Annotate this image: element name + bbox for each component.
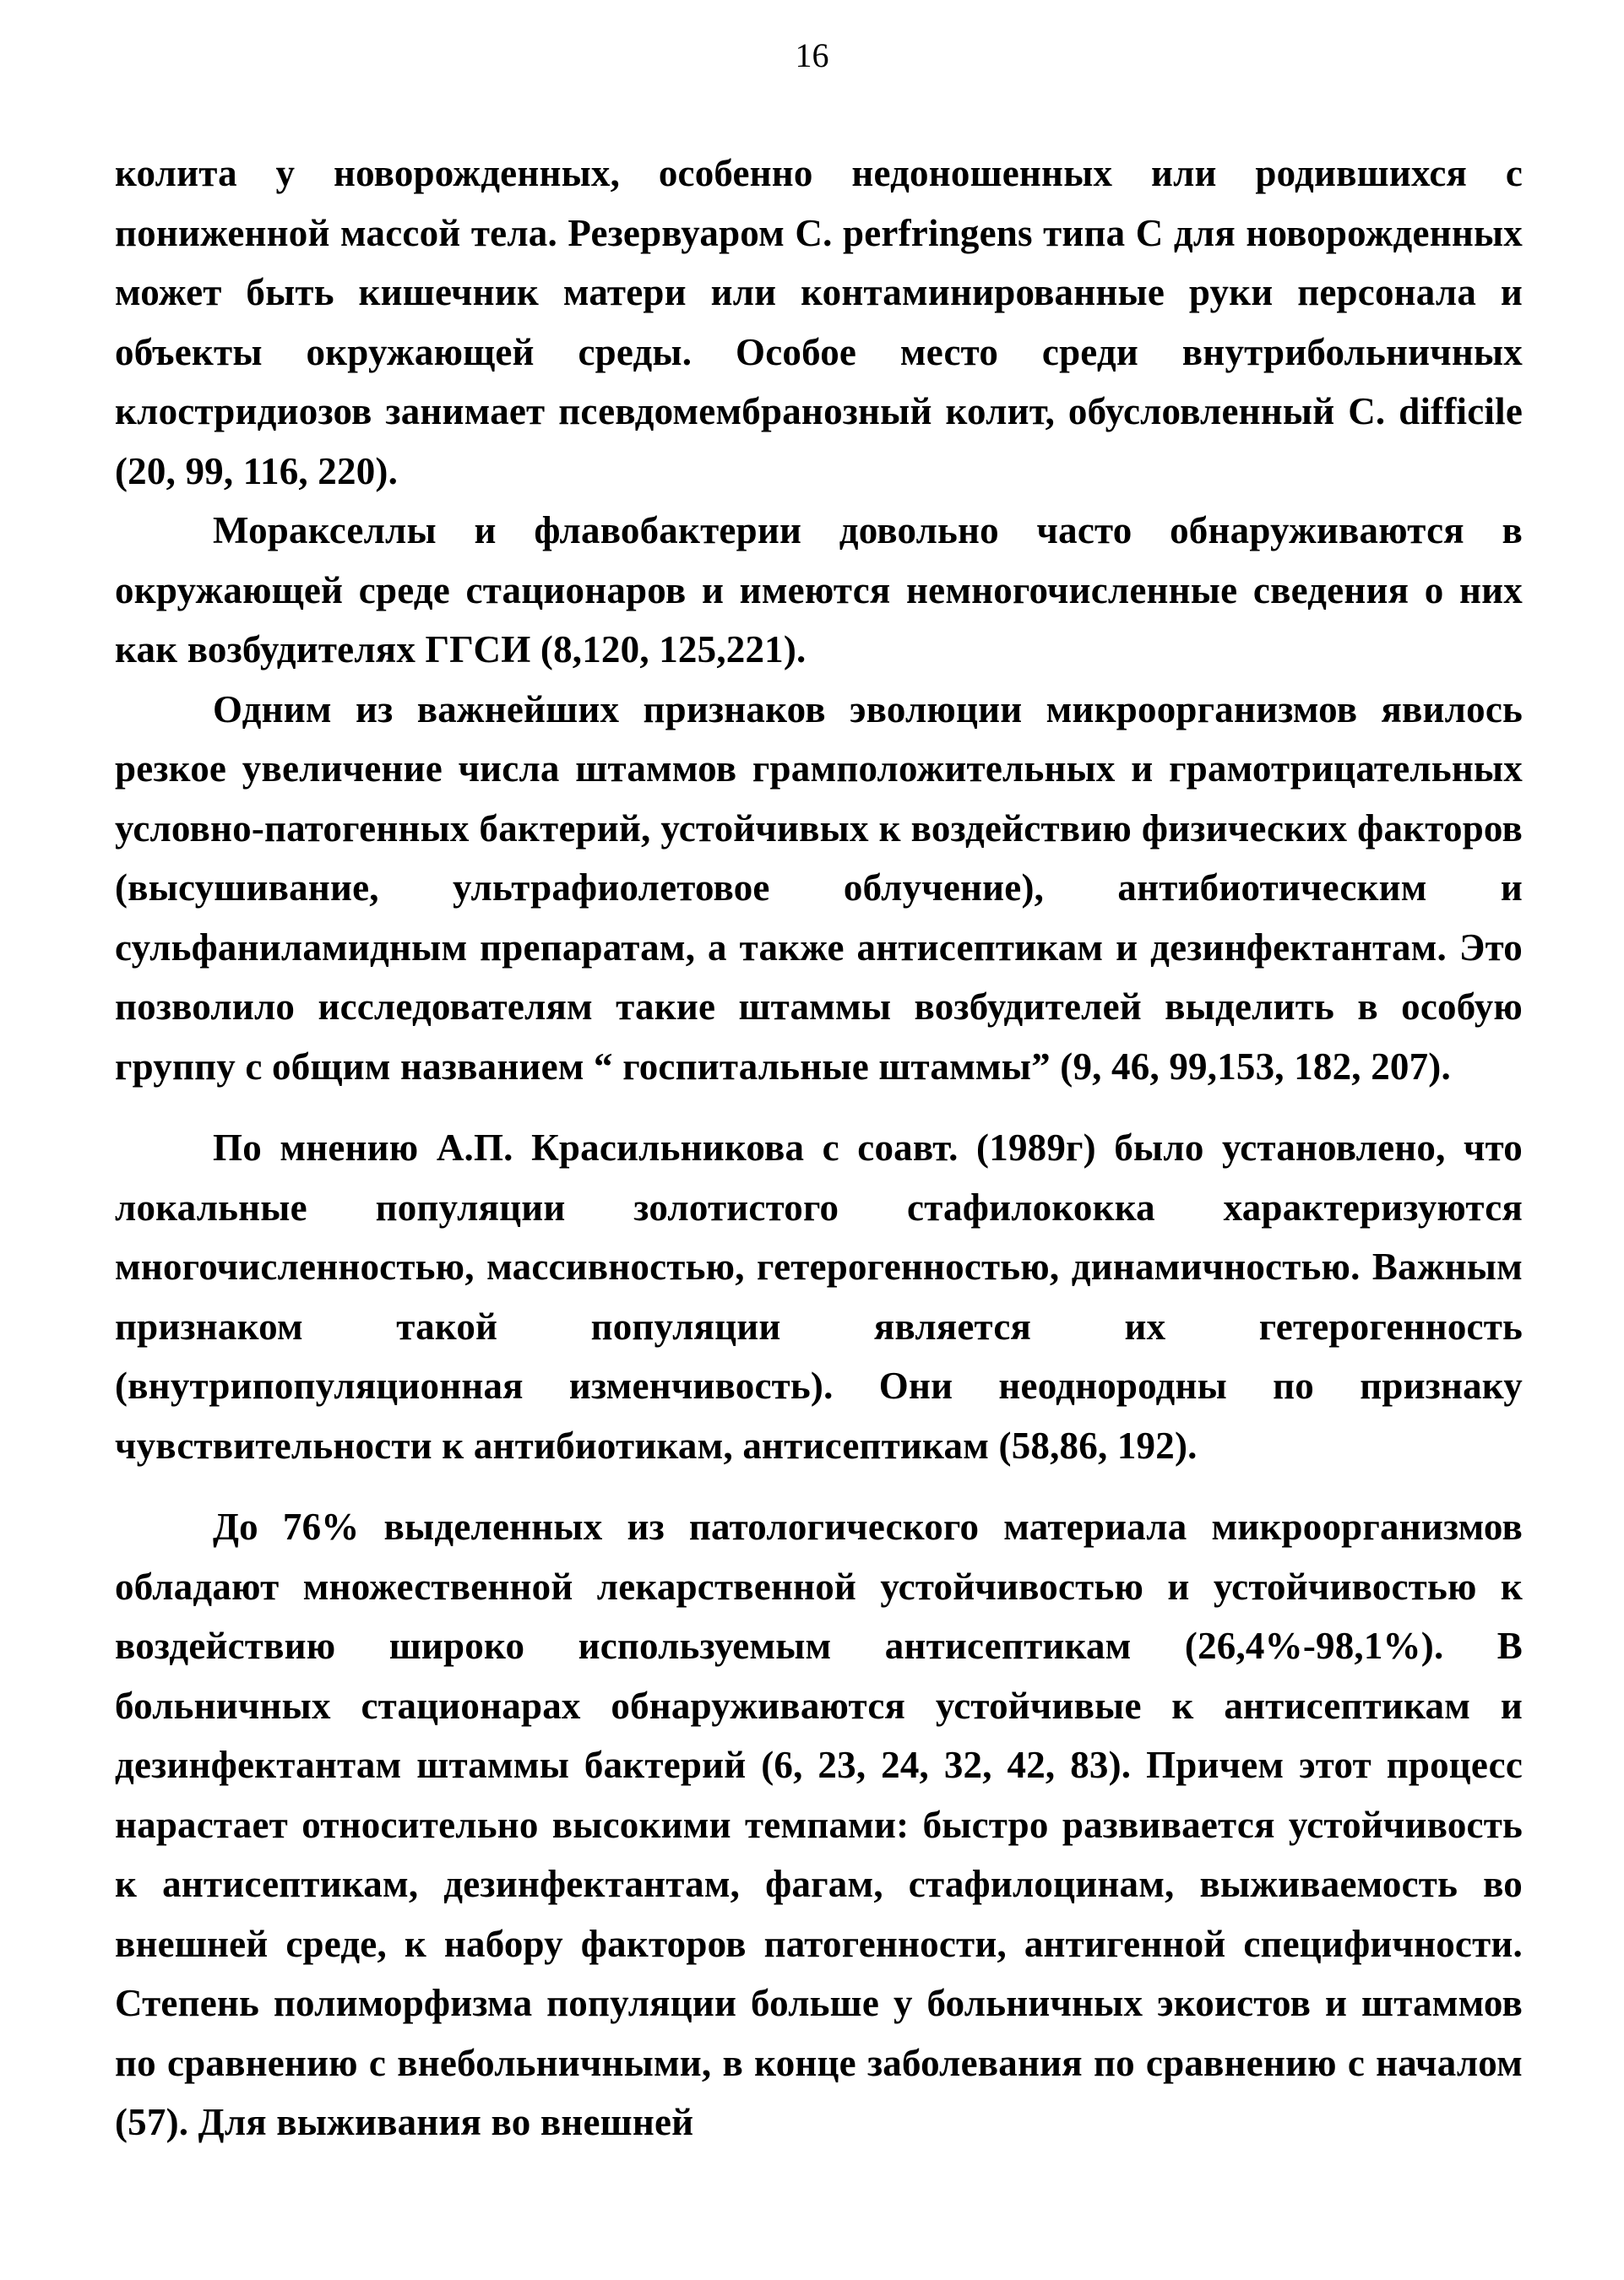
paragraph-2: Моракселлы и флавобактерии довольно часто обнаруживаются в окружающей среде стационаров и имеются немногочисленные сведения о них как возбудителях ГГСИ (8,120, 125,221).	[115, 509, 1523, 670]
paragraph-1: колита у новорожденных, особенно недоношенных или родившихся с пониженной массой тела. Резервуаром С. perfringens типа С для новорожденных может быть кишечник матери или контаминированные руки персонала и объекты окружающей среды. Особое место среди внутрибольничных клостридиозов занимает псевдомембранозный колит, обусловленный С. difficile (20, 99, 116, 220).	[115, 152, 1523, 492]
paragraph-3: Одним из важнейших признаков эволюции микроорганизмов явилось резкое увеличение числа штаммов грамположительных и грамотрицательных условно-патогенных бактерий, устойчивых к воздействию физических факторов (высушивание, ультрафиолетовое облучение), антибиотическим и сульфаниламидным препаратам, а также антисептикам и дезинфектантам. Это позволило исследователям такие штаммы возбудителей выделить в особую группу с общим названием “ госпитальные штаммы” (9, 46, 99,153, 182, 207).	[115, 687, 1523, 1088]
text-body	[115, 144, 1523, 2152]
paragraph-4: По мнению А.П. Красильникова с соавт. (1989г) было установлено, что локальные популяции золотистого стафилококка характеризуются многочисленностью, массивностью, гетерогенностью, динамичностью. Важным признаком такой популяции является их гетерогенность (внутрипопуляционная изменчивость). Они неоднородны по признаку чувствительности к антибиотикам, антисептикам (58,86, 192).	[115, 1126, 1523, 1467]
paragraph-5: До 76% выделенных из патологического материала микроорганизмов обладают множественной лекарственной устойчивостью и устойчивостью к воздействию широко используемым антисептикам (26,4%-98,1%). В больничных стационарах обнаруживаются устойчивые к антисептикам и дезинфектантам штаммы бактерий (6, 23, 24, 32, 42, 83). Причем этот процесс нарастает относительно высокими темпами: быстро развивается устойчивость к антисептикам, дезинфектантам, фагам, стафилоцинам, выживаемость во внешней среде, к набору факторов патогенности, антигенной специфичности. Степень полиморфизма популяции больше у больничных экоистов и штаммов по сравнению с внебольничными, в конце заболевания по сравнению с началом (57). Для выживания во внешней	[115, 1506, 1523, 2143]
page-number: 16	[795, 36, 829, 74]
